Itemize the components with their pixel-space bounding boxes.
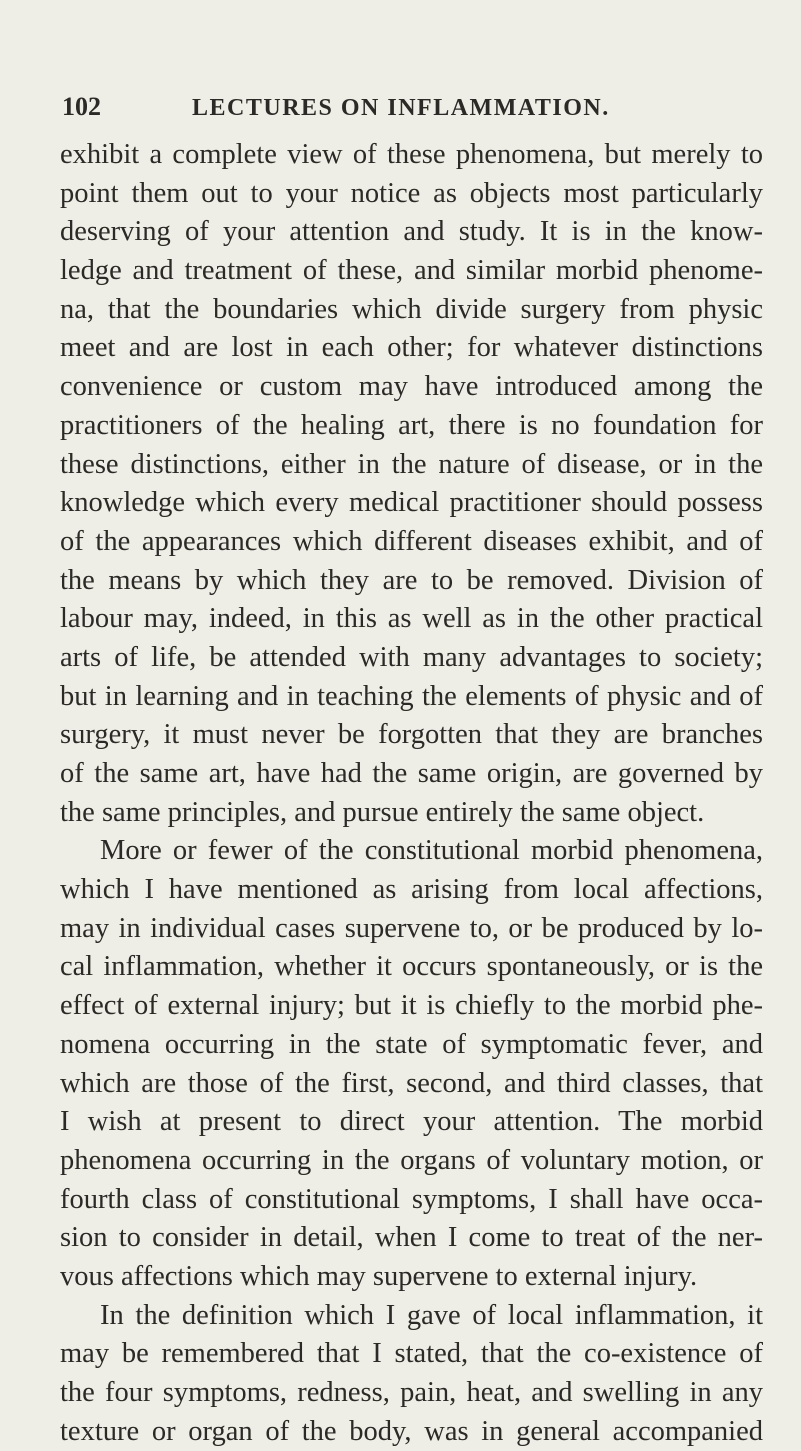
paragraph-2 <box>60 832 763 1296</box>
paragraph-3 <box>60 1297 763 1451</box>
paragraph-1 <box>60 136 763 832</box>
text-line: the four symptoms, redness, pain, heat, and swelling in any <box>60 1377 763 1408</box>
text-line: meet and are lost in each other; for whatever distinctions <box>60 332 763 364</box>
text-line: may be remembered that I stated, that the co-existence of <box>60 1338 763 1370</box>
text-line: convenience or custom may have introduced among the <box>60 371 763 403</box>
text-line: vous affections which may supervene to external injury. <box>60 1260 698 1292</box>
text-line: these distinctions, either in the nature of disease, or in the <box>60 448 763 480</box>
text-line: but in learning and in teaching the elements of physic and of <box>60 680 763 712</box>
text-line: labour may, indeed, in this as well as in the other practical <box>60 603 763 635</box>
text-line: exhibit a complete view of these phenomena, but merely to <box>60 139 763 170</box>
page-header <box>60 92 763 136</box>
text-line: knowledge which every medical practitioner should possess <box>60 487 763 519</box>
text-line: arts of life, be attended with many advantages to society; <box>60 641 763 673</box>
text-line: phenomena occurring in the organs of voluntary motion, or <box>60 1144 763 1176</box>
text-line: practitioners of the healing art, there is no foundation for <box>60 409 763 441</box>
text-line: More or fewer of the constitutional morbid phenomena, <box>100 835 763 867</box>
text-line: of the same art, have had the same origin, are governed by <box>60 758 763 789</box>
text-line: texture or organ of the body, was in general accompanied <box>60 1415 763 1447</box>
text-line: In the definition which I gave of local inflammation, it <box>100 1299 763 1331</box>
text-line: may in individual cases supervene to, or be produced by lo- <box>60 912 763 944</box>
text-line: sion to consider in detail, when I come to treat of the ner- <box>60 1222 763 1254</box>
text-line: which are those of the first, second, and third classes, that <box>60 1067 763 1099</box>
text-line: deserving of your attention and study. It is in the know- <box>60 216 763 248</box>
text-line: point them out to your notice as objects most particularly <box>60 177 763 209</box>
text-line: surgery, it must never be forgotten that they are branches <box>60 719 763 751</box>
body-text <box>60 136 763 1451</box>
text-line: which I have mentioned as arising from local affections, <box>60 874 763 906</box>
text-line: cal inflammation, whether it occurs spontaneously, or is the <box>60 951 763 983</box>
text-line: fourth class of constitutional symptoms, I shall have occa- <box>60 1183 763 1215</box>
running-head: LECTURES ON INFLAMMATION. <box>192 95 610 121</box>
text-line: I wish at present to direct your attention. The morbid <box>60 1106 763 1138</box>
text-line: na, that the boundaries which divide surgery from physic <box>60 293 763 325</box>
text-line: the same principles, and pursue entirely the same object. <box>60 796 705 828</box>
text-line: the means by which they are to be removed. Division of <box>60 564 763 596</box>
text-line: of the appearances which different diseases exhibit, and of <box>60 525 763 557</box>
text-line: effect of external injury; but it is chiefly to the morbid phe- <box>60 990 763 1022</box>
page-number: 102 <box>62 92 101 121</box>
text-line: nomena occurring in the state of symptomatic fever, and <box>60 1028 763 1060</box>
text-line: ledge and treatment of these, and similar morbid phenome- <box>60 255 763 287</box>
